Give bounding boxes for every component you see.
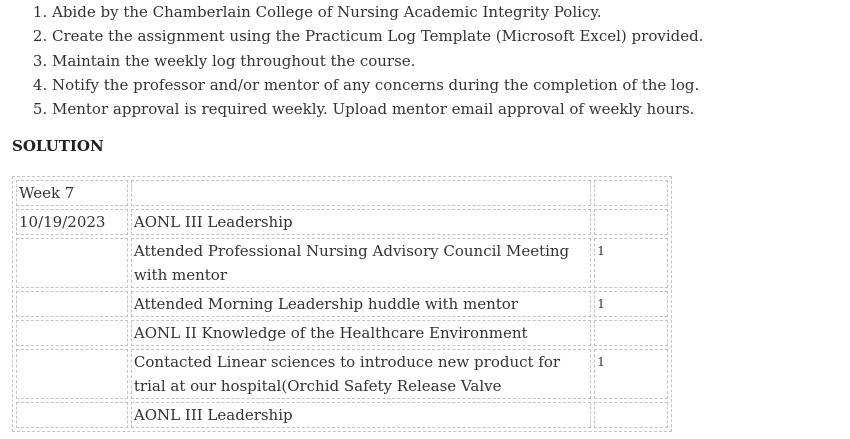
hours-cell [594, 180, 668, 206]
date-cell: Week 7 [16, 180, 128, 206]
activity-cell: Attended Morning Leadership huddle with mentor [131, 291, 591, 317]
activity-cell: Contacted Linear sciences to introduce new product for trial at our hospital(Orchid Safety Release Valve [131, 349, 591, 399]
requirement-item: 4. Notify the professor and/or mentor of any concerns during the completion of the log. [52, 73, 832, 97]
practicum-log-table [12, 176, 672, 432]
table-row [16, 320, 668, 346]
activity-cell: AONL III Leadership [131, 402, 591, 428]
table-row [16, 238, 668, 288]
activity-cell: Attended Professional Nursing Advisory Council Meeting with mentor [131, 238, 591, 288]
activity-cell: AONL III Leadership [131, 209, 591, 235]
activity-cell [131, 180, 591, 206]
table-row [16, 180, 668, 206]
requirement-item: 2. Create the assignment using the Practicum Log Template (Microsoft Excel) provided. [52, 24, 832, 48]
hours-cell [594, 320, 668, 346]
requirement-item: 3. Maintain the weekly log throughout the course. [52, 49, 832, 73]
date-cell [16, 291, 128, 317]
date-cell [16, 238, 128, 288]
hours-cell: 1 [594, 349, 668, 399]
requirement-item: 5. Mentor approval is required weekly. Upload mentor email approval of weekly hours. [52, 97, 832, 121]
hours-cell [594, 209, 668, 235]
solution-heading: SOLUTION [12, 137, 104, 155]
hours-cell: 1 [594, 238, 668, 288]
table-row [16, 349, 668, 399]
requirements-list [0, 0, 832, 121]
hours-cell [594, 402, 668, 428]
activity-cell: AONL II Knowledge of the Healthcare Environment [131, 320, 591, 346]
requirement-item: 1. Abide by the Chamberlain College of Nursing Academic Integrity Policy. [52, 0, 832, 24]
date-cell [16, 320, 128, 346]
date-cell [16, 402, 128, 428]
date-cell [16, 349, 128, 399]
hours-cell: 1 [594, 291, 668, 317]
table-row [16, 402, 668, 428]
date-cell: 10/19/2023 [16, 209, 128, 235]
table-row [16, 209, 668, 235]
table-row [16, 291, 668, 317]
